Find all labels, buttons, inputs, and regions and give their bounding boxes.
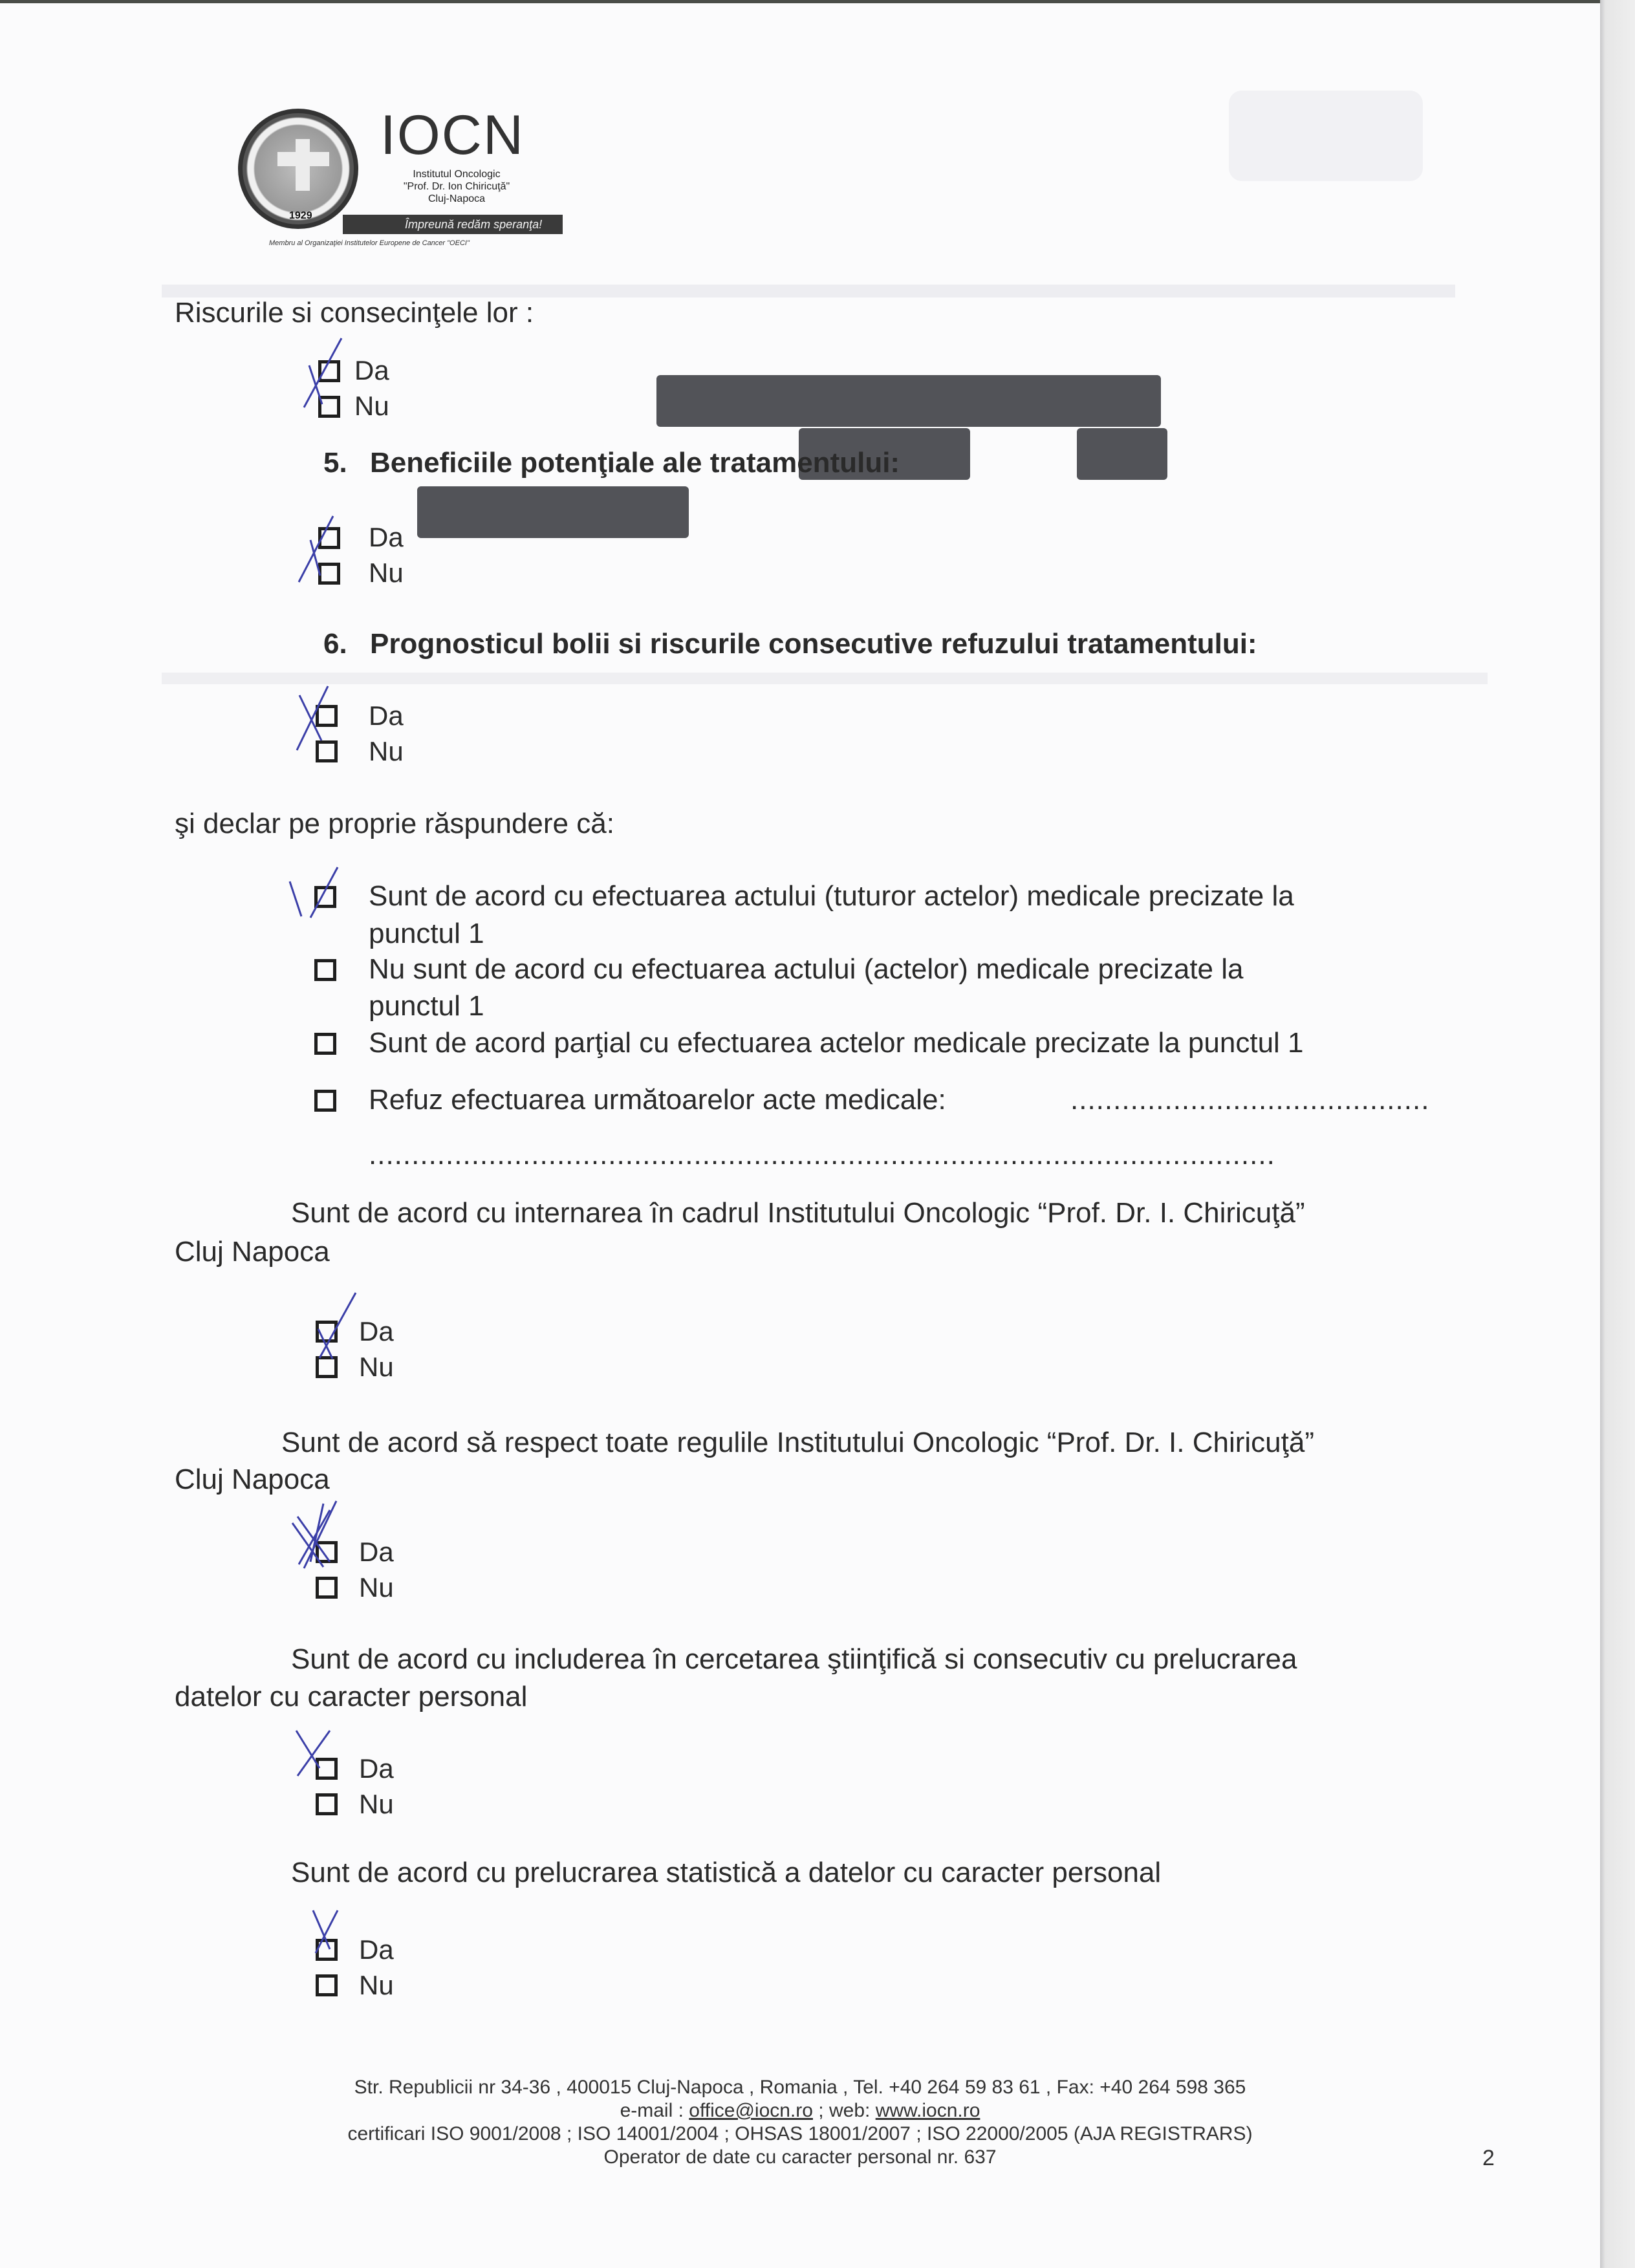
seal-cross-shape — [296, 139, 310, 191]
benefits-number: 5. — [323, 447, 347, 479]
benefits-da-label: Da — [369, 522, 404, 552]
declaration-option-1-checkbox[interactable] — [314, 886, 336, 908]
seal-year: 1929 — [289, 210, 312, 221]
logo-title: IOCN — [380, 104, 525, 166]
declaration-option-2-line1: Nu sunt de acord cu efectuarea actului (actelor) medicale precizate la — [369, 953, 1244, 985]
risks-da-label: Da — [354, 355, 389, 385]
benefits-nu-checkbox[interactable] — [318, 563, 340, 585]
consent-rules-line2: Cluj Napoca — [175, 1463, 330, 1495]
declaration-option-1-line2: punctul 1 — [369, 918, 484, 949]
footer-web-label: ; web: — [818, 2100, 871, 2121]
footer-email-link[interactable]: office@iocn.ro — [689, 2100, 813, 2121]
consent-research-line2: datelor cu caracter personal — [175, 1681, 528, 1712]
declaration-option-2-checkbox[interactable] — [314, 959, 336, 981]
redaction-block — [656, 375, 1161, 427]
benefits-label: Beneficiile potenţiale ale tratamentului: — [370, 447, 900, 479]
consent-statistics-da-label: Da — [359, 1934, 394, 1965]
scan-right-edge — [1600, 0, 1635, 2268]
refuse-fill-line-2[interactable]: .......................................................................................................... — [369, 1139, 1275, 1171]
page-number: 2 — [1482, 2146, 1495, 2170]
consent-research-nu-label: Nu — [359, 1789, 394, 1819]
consent-statistics-da-checkbox[interactable] — [316, 1939, 338, 1961]
consent-rules-nu-checkbox[interactable] — [316, 1577, 338, 1599]
footer-web-link[interactable]: www.iocn.ro — [875, 2100, 980, 2121]
declaration-option-3-line1: Sunt de acord parţial cu efectuarea actelor medicale precizate la punctul 1 — [369, 1027, 1304, 1059]
logo-subtitle-line: "Prof. Dr. Ion Chiricuţă" — [403, 181, 510, 192]
logo-subtitle-line: Institutul Oncologic — [413, 169, 501, 180]
bleed-through — [162, 673, 1488, 684]
redaction-block — [1077, 428, 1167, 480]
consent-research-da-checkbox[interactable] — [316, 1758, 338, 1780]
iocn-logo — [233, 103, 569, 252]
bleed-through — [162, 285, 1455, 297]
benefits-da-checkbox[interactable] — [318, 527, 340, 549]
prognosis-label: Prognosticul bolii si riscurile consecutive refuzului tratamentului: — [370, 628, 1257, 660]
prognosis-nu-checkbox[interactable] — [316, 740, 338, 762]
consent-admission-da-checkbox[interactable] — [316, 1321, 338, 1343]
logo-membership: Membru al Organizaţiei Institutelor Europene de Cancer "OECI" — [269, 239, 470, 247]
declaration-option-4-line1: Refuz efectuarea următoarelor acte medicale: — [369, 1084, 946, 1116]
declaration-heading: şi declar pe proprie răspundere că: — [175, 808, 614, 839]
declaration-option-4-checkbox[interactable] — [314, 1090, 336, 1112]
risks-label: Riscurile si consecinţele lor : — [175, 297, 534, 329]
consent-admission-nu-label: Nu — [359, 1352, 394, 1382]
consent-admission-line1: Sunt de acord cu internarea în cadrul Institutului Oncologic “Prof. Dr. I. Chiricuţă” — [291, 1197, 1305, 1229]
footer-certifications: certificari ISO 9001/2008 ; ISO 14001/2004 ; OHSAS 18001/2007 ; ISO 22000/2005 (AJA REGISTRARS) — [347, 2123, 1253, 2144]
consent-rules-da-checkbox[interactable] — [316, 1541, 338, 1563]
declaration-option-1-line1: Sunt de acord cu efectuarea actului (tuturor actelor) medicale precizate la — [369, 880, 1294, 912]
consent-admission-nu-checkbox[interactable] — [316, 1356, 338, 1378]
consent-rules-da-label: Da — [359, 1537, 394, 1567]
prognosis-number: 6. — [323, 628, 347, 660]
consent-rules-line1: Sunt de acord să respect toate regulile Institutului Oncologic “Prof. Dr. I. Chiricuţă” — [281, 1427, 1314, 1458]
consent-research-nu-checkbox[interactable] — [316, 1793, 338, 1815]
footer-contact — [0, 2098, 1600, 2124]
footer-email-label: e-mail : — [620, 2100, 684, 2121]
prognosis-nu-label: Nu — [369, 736, 404, 766]
consent-statistics-nu-checkbox[interactable] — [316, 1974, 338, 1996]
logo-subtitle-line: Cluj-Napoca — [428, 193, 486, 204]
consent-admission-line2: Cluj Napoca — [175, 1236, 330, 1268]
benefits-nu-label: Nu — [369, 557, 404, 588]
redaction-block — [417, 486, 689, 538]
document-page — [0, 3, 1600, 2268]
consent-admission-da-label: Da — [359, 1316, 394, 1346]
consent-research-line1: Sunt de acord cu includerea în cercetarea ştiinţifică si consecutiv cu prelucrarea — [291, 1643, 1297, 1675]
footer-address: Str. Republicii nr 34-36 , 400015 Cluj-Napoca , Romania , Tel. +40 264 59 83 61 , Fax: +40 264 598 365 — [354, 2077, 1246, 2098]
footer-operator: Operator de date cu caracter personal nr. 637 — [603, 2146, 997, 2168]
risks-nu-label: Nu — [354, 391, 389, 421]
bleed-through — [1229, 91, 1423, 181]
logo-slogan: Împreună redăm speranţa! — [343, 215, 563, 234]
refuse-fill-line-1[interactable]: .......................................... — [1070, 1084, 1430, 1116]
consent-statistics-nu-label: Nu — [359, 1970, 394, 2000]
prognosis-da-checkbox[interactable] — [316, 705, 338, 727]
logo-subtitle — [379, 168, 534, 205]
institute-seal-icon — [238, 109, 358, 229]
consent-statistics-line1: Sunt de acord cu prelucrarea statistică a datelor cu caracter personal — [291, 1857, 1162, 1888]
risks-nu-checkbox[interactable] — [318, 396, 340, 418]
declaration-option-3-checkbox[interactable] — [314, 1033, 336, 1055]
consent-rules-nu-label: Nu — [359, 1572, 394, 1603]
declaration-option-2-line2: punctul 1 — [369, 990, 484, 1022]
prognosis-da-label: Da — [369, 700, 404, 731]
risks-da-checkbox[interactable] — [318, 360, 340, 382]
consent-research-da-label: Da — [359, 1753, 394, 1784]
